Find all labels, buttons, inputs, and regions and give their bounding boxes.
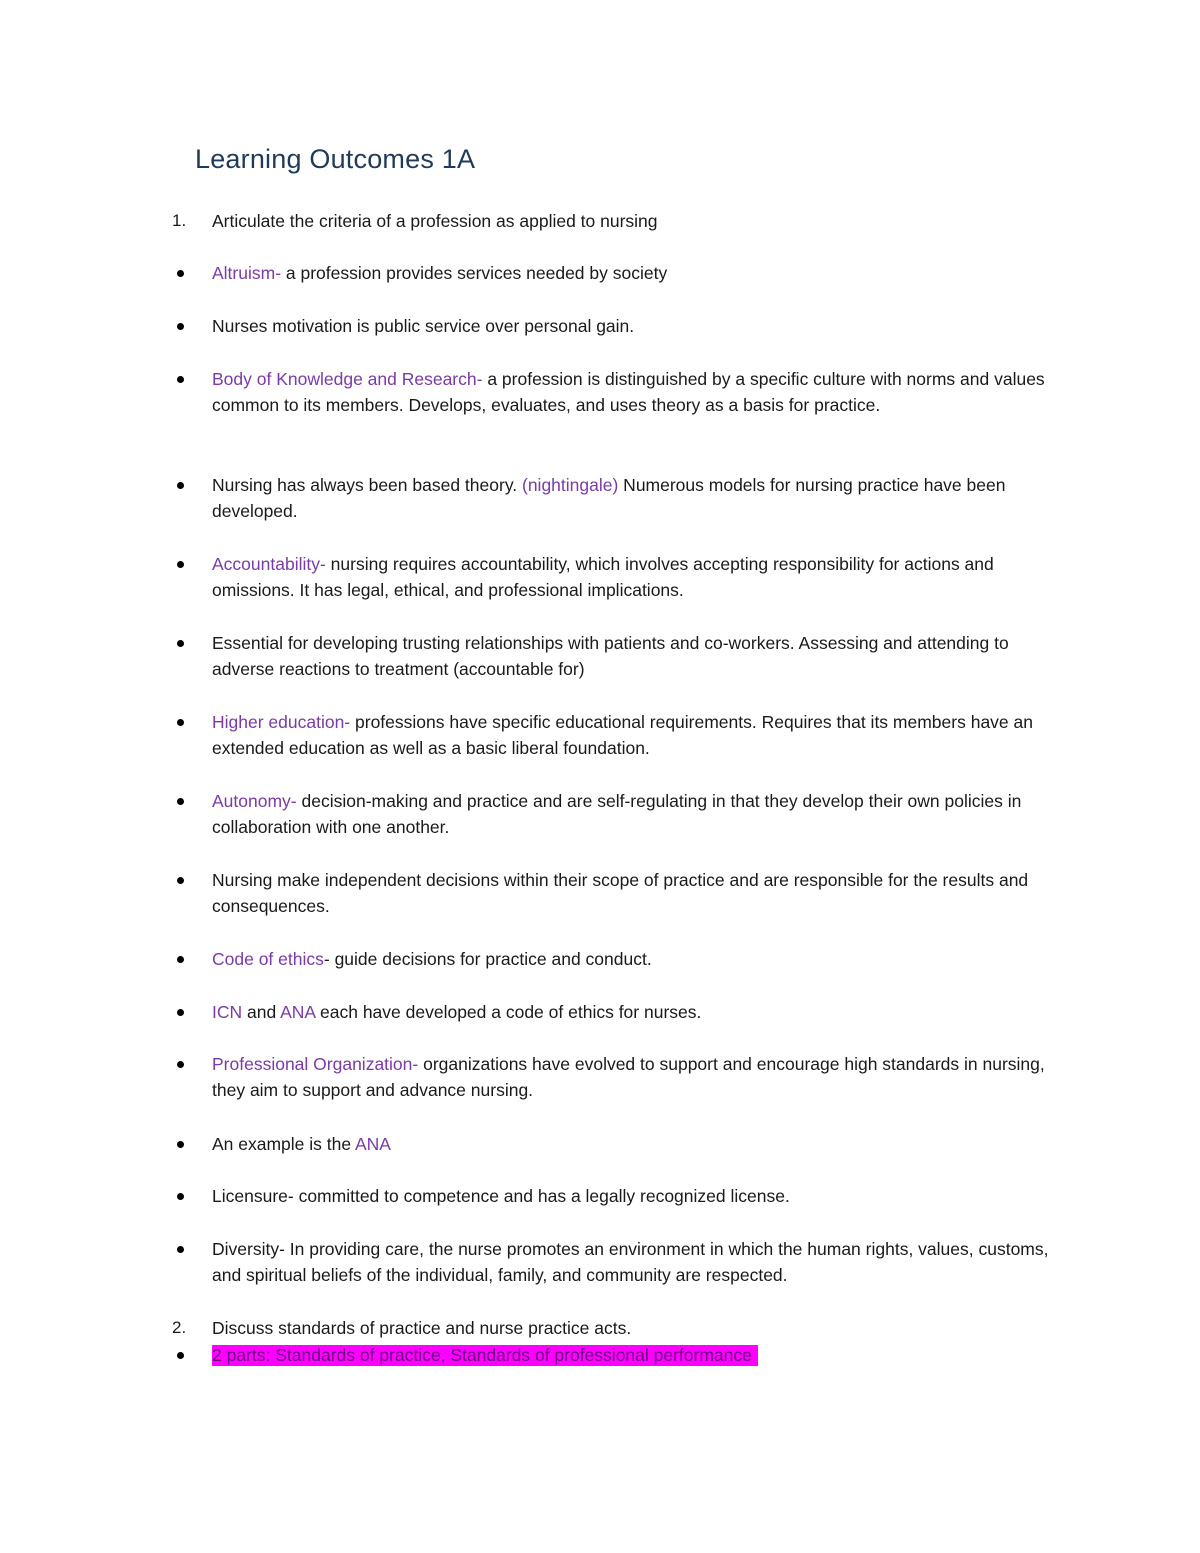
bullet-icon: [177, 1061, 184, 1068]
term-label: Professional Organization-: [212, 1054, 419, 1074]
bullet-icon: [177, 1193, 184, 1200]
bullet-icon: [177, 798, 184, 805]
item-text: nursing requires accountability, which involves accepting responsibility for actions and omissions. It has legal, ethical, and professional implications.: [212, 554, 994, 600]
list-number: 1.: [172, 211, 187, 230]
item-text: organizations have evolved to support and encourage high standards in nursing, they aim to support and advance nursing.: [212, 1054, 1045, 1100]
item-text: each have developed a code of ethics for nurses.: [315, 1002, 702, 1022]
bullet-icon: [177, 640, 184, 647]
list-item: [172, 788, 1072, 840]
list-item: [172, 630, 1072, 682]
item-text: Nurses motivation is public service over personal gain.: [212, 316, 635, 336]
item-text: Diversity- In providing care, the nurse promotes an environment in which the human rights, values, customs, and spiritual beliefs of the individual, family, and community are respected.: [212, 1239, 1049, 1285]
outcome-1: [172, 208, 1072, 234]
bullet-icon: [177, 719, 184, 726]
item-text: - guide decisions for practice and conduct.: [323, 949, 652, 969]
term-label: Higher education-: [212, 712, 351, 732]
term-label: Body of Knowledge and Research-: [212, 369, 483, 389]
bullet-icon: [177, 1246, 184, 1253]
list-item: [172, 313, 1072, 339]
item-text: and: [242, 1002, 281, 1022]
highlighted-text: 2 parts: Standards of practice, Standards of professional performance: [212, 1345, 758, 1366]
item-text: professions have specific educational requirements. Requires that its members have an extended education as well as a basic liberal foundation.: [212, 712, 1033, 758]
item-text: An example is the: [212, 1134, 355, 1154]
bullet-icon: [177, 1352, 184, 1359]
list-item: [172, 1236, 1072, 1288]
list-item: [172, 472, 1072, 524]
bullet-icon: [177, 956, 184, 963]
item-text: Essential for developing trusting relationships with patients and co-workers. Assessing and attending to adverse reactions to treatment (accountable for): [212, 633, 1009, 679]
bullet-icon: [177, 877, 184, 884]
list-item: [172, 260, 1072, 286]
bullet-icon: [177, 270, 184, 277]
bullet-icon: [177, 482, 184, 489]
item-text: decision-making and practice and are self-regulating in that they develop their own policies in collaboration with one another.: [212, 791, 1022, 837]
page-title: Learning Outcomes 1A: [195, 144, 476, 174]
list-item: [172, 1051, 1072, 1103]
term-label: Autonomy-: [212, 791, 297, 811]
list-item: [172, 867, 1072, 919]
outcome-text: Discuss standards of practice and nurse practice acts.: [212, 1318, 632, 1338]
term-label: Code of ethics: [212, 949, 324, 969]
list-item: [172, 1183, 1072, 1209]
outcome-text: Articulate the criteria of a profession as applied to nursing: [212, 211, 658, 231]
list-item: [172, 551, 1072, 603]
bullet-icon: [177, 323, 184, 330]
term-label: Accountability-: [212, 554, 326, 574]
item-text: Licensure- committed to competence and has a legally recognized license.: [212, 1186, 790, 1206]
term-label: ANA: [355, 1134, 391, 1154]
list-item: [172, 1342, 1072, 1368]
term-label: Altruism-: [212, 263, 282, 283]
item-text: Nursing make independent decisions within their scope of practice and are responsible for the results and consequences.: [212, 870, 1029, 916]
list-number: 2.: [172, 1318, 187, 1337]
bullet-icon: [177, 561, 184, 568]
outcome-2: [172, 1315, 1072, 1341]
list-item: [172, 946, 1072, 972]
bullet-icon: [177, 376, 184, 383]
list-item: [172, 1131, 1072, 1157]
item-text: Nursing has always been based theory.: [212, 475, 522, 495]
list-item: [172, 709, 1072, 761]
item-text: a profession provides services needed by society: [281, 263, 668, 283]
list-item: [172, 999, 1072, 1025]
list-item: [172, 366, 1072, 418]
term-label: ICN: [212, 1002, 243, 1022]
bullet-icon: [177, 1141, 184, 1148]
item-text: Numerous models for nursing practice have been developed.: [212, 475, 1006, 521]
bullet-icon: [177, 1009, 184, 1016]
item-text: a profession is distinguished by a specific culture with norms and values common to its members. Develops, evaluates, and uses theory as a basis for practice.: [212, 369, 1045, 415]
term-label: ANA: [280, 1002, 316, 1022]
term-label: (nightingale): [522, 475, 619, 495]
